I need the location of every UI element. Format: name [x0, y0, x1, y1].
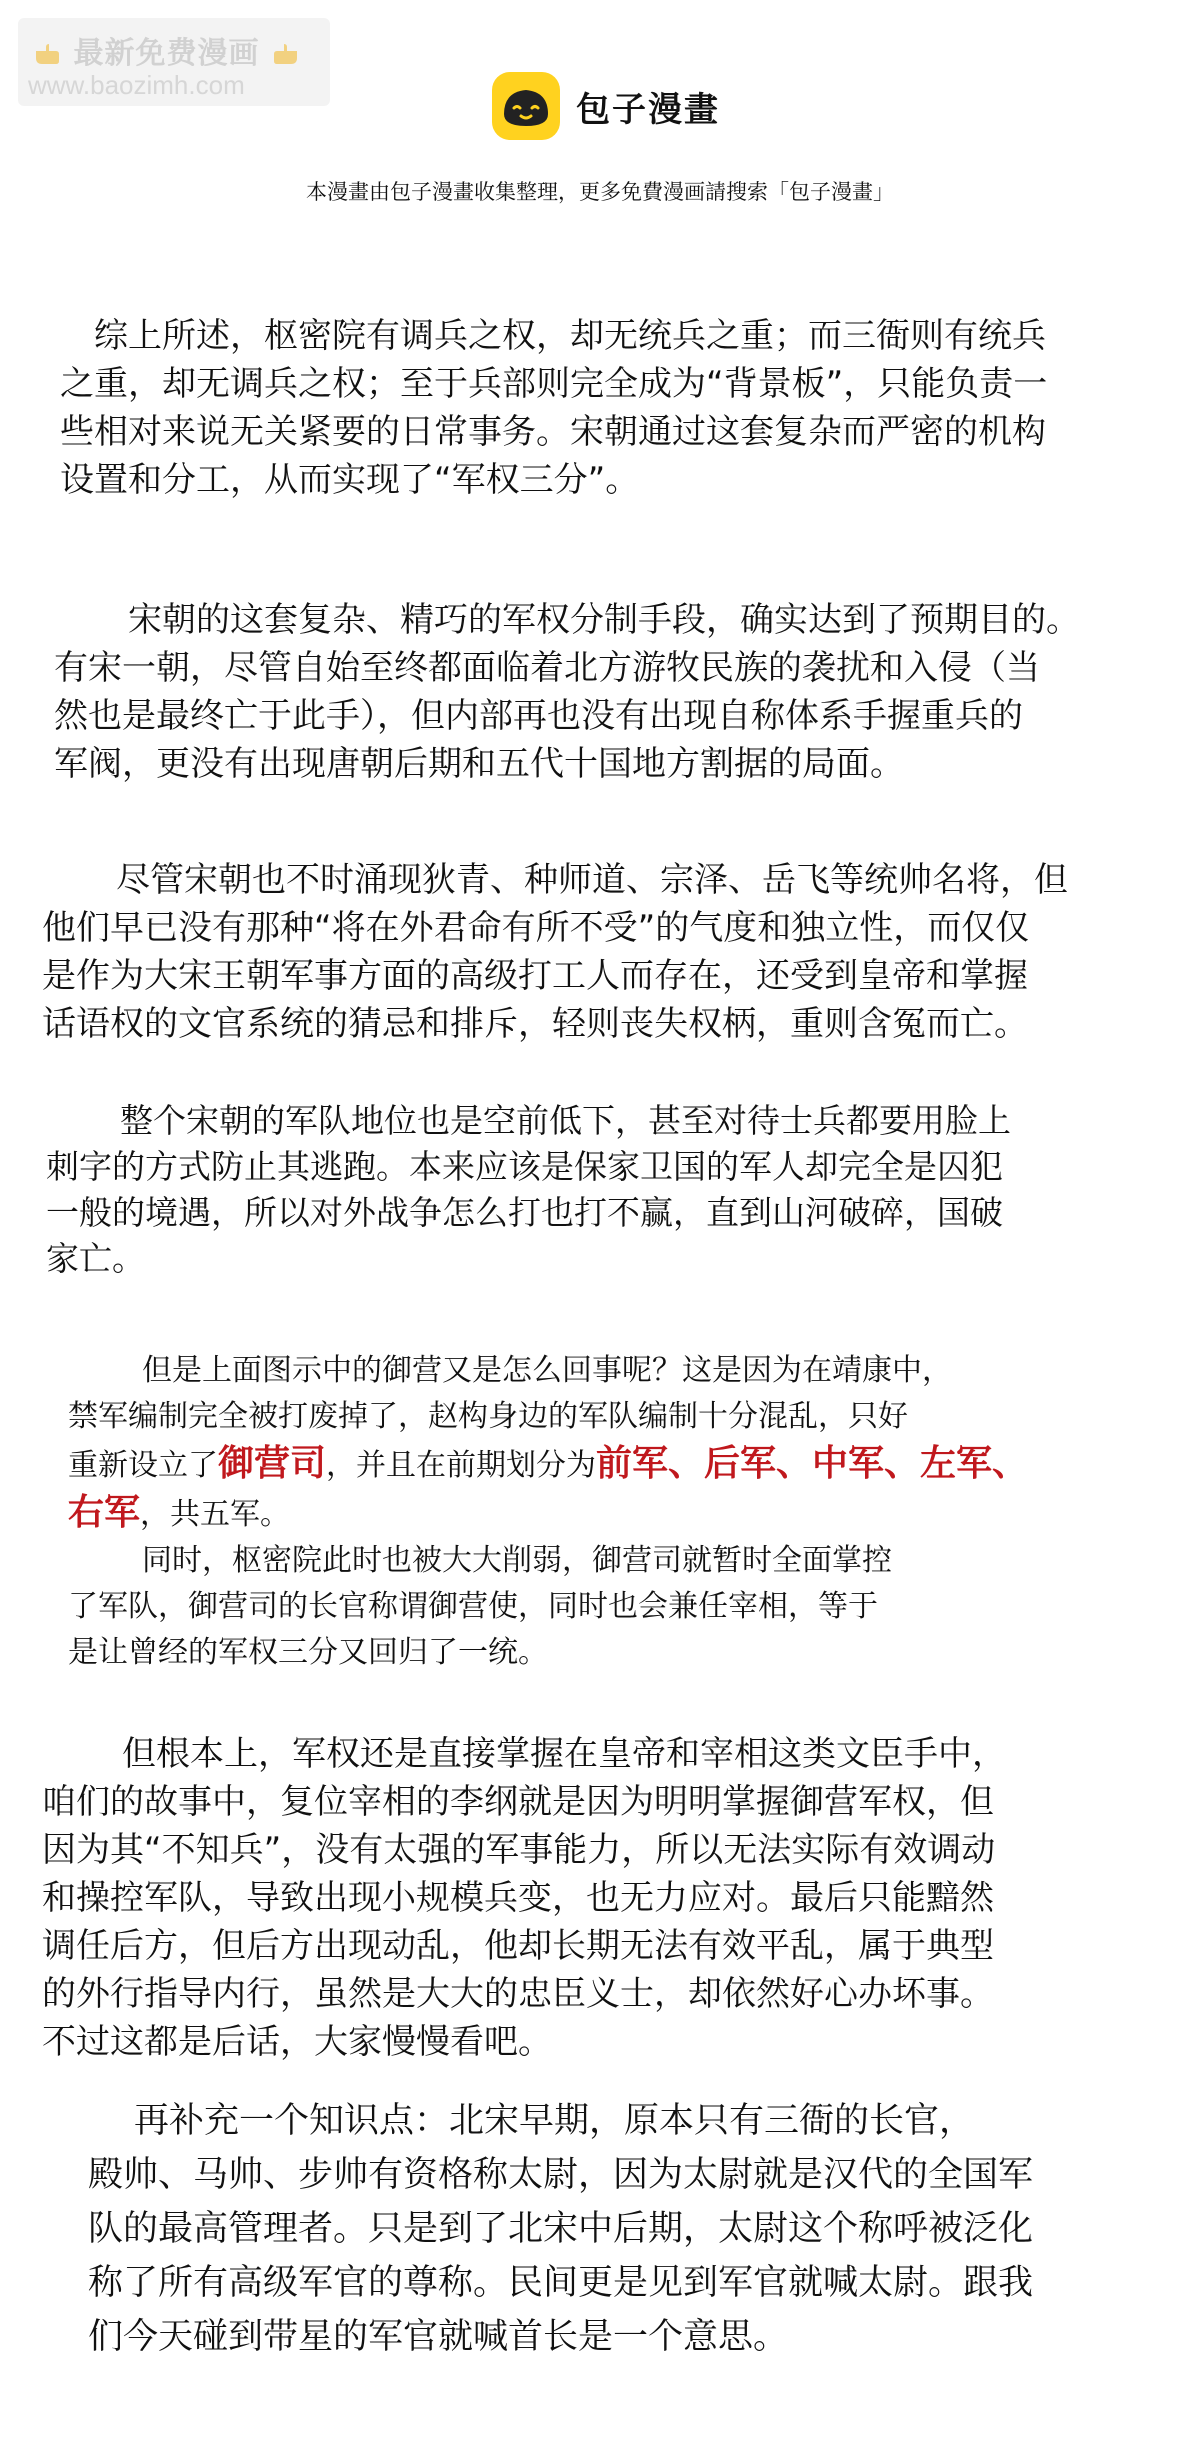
pointing-hand-icon [271, 37, 301, 67]
paragraph-2 [54, 596, 1080, 788]
brand-name: 包子漫畫 [576, 90, 720, 130]
paragraph-line: 家亡。 [46, 1239, 145, 1278]
highlight-term: 右军 [68, 1491, 141, 1533]
paragraph-3 [42, 856, 1068, 1048]
paragraph-line: 调任后方，但后方出现动乱，他却长期无法有效平乱，属于典型 [42, 1926, 994, 1966]
watermark-url: www.baozimh.com [28, 70, 245, 100]
paragraph-line: 但根本上，军权还是直接掌握在皇帝和宰相这类文臣手中， [122, 1734, 1006, 1774]
paragraph-line: 但是上面图示中的御营又是怎么回事呢？这是因为在靖康中， [142, 1353, 952, 1388]
paragraph-6 [42, 1730, 1006, 2066]
paragraph-line: 尽管宋朝也不时涌现狄青、种师道、宗泽、岳飞等统帅名将，但 [116, 860, 1068, 900]
paragraph-line: 然也是最终亡于此手），但内部再也没有出现自称体系手握重兵的 [54, 696, 1023, 736]
paragraph-line: 宋朝的这套复杂、精巧的军权分制手段，确实达到了预期目的。 [128, 600, 1080, 640]
pointing-hand-icon [32, 37, 62, 67]
paragraph-line: 是让曾经的军权三分又回归了一统。 [68, 1635, 548, 1670]
paragraph-line: 们今天碰到带星的军官就喊首长是一个意思。 [88, 2317, 789, 2357]
baozi-bun-icon [490, 70, 562, 142]
paragraph-line: 再补充一个知识点：北宋早期，原本只有三衙的长官， [134, 2101, 975, 2141]
source-notice: 本漫畫由包子漫畫收集整理，更多免費漫画請搜索「包子漫畫」 [306, 180, 894, 204]
paragraph-line: 军阀，更没有出现唐朝后期和五代十国地方割据的局面。 [54, 744, 904, 784]
paragraph-line: 有宋一朝，尽管自始至终都面临着北方游牧民族的袭扰和入侵（当 [54, 648, 1040, 688]
watermark-badge [18, 18, 330, 106]
paragraph-line: 因为其“不知兵”，没有太强的军事能力，所以无法实际有效调动 [42, 1830, 996, 1870]
paragraph-line: 综上所述，枢密院有调兵之权，却无统兵之重；而三衙则有统兵 [94, 316, 1046, 356]
paragraph-line: 殿帅、马帅、步帅有资格称太尉，因为太尉就是汉代的全国军 [88, 2155, 1034, 2195]
paragraph-line: 刺字的方式防止其逃跑。本来应该是保家卫国的军人却完全是囚犯 [46, 1147, 1003, 1186]
paragraph-line-highlight [68, 1489, 1028, 1538]
paragraph-line: 些相对来说无关紧要的日常事务。宋朝通过这套复杂而严密的机构 [60, 412, 1046, 452]
paragraph-line: 和操控军队，导致出现小规模兵变，也无力应对。最后只能黯然 [42, 1878, 994, 1918]
paragraph-1 [60, 312, 1047, 504]
paragraph-line: 了军队，御营司的长官称谓御营使，同时也会兼任宰相，等于 [68, 1589, 878, 1624]
paragraph-line: 队的最高管理者。只是到了北宋中后期，太尉这个称呼被泛化 [88, 2209, 1034, 2249]
paragraph-7 [88, 2094, 1033, 2364]
paragraph-line: 是作为大宋王朝军事方面的高级打工人而存在，还受到皇帝和掌握 [42, 956, 1028, 996]
paragraph-line: 的外行指导内行，虽然是大大的忠臣义士，却依然好心办坏事。 [42, 1974, 994, 2014]
paragraph-line: 不过这都是后话，大家慢慢看吧。 [42, 2022, 552, 2062]
paragraph-line: 一般的境遇，所以对外战争怎么打也打不赢，直到山河破碎，国破 [46, 1193, 1003, 1232]
highlight-term: 前军、后军、中军、左军、 [596, 1442, 1029, 1484]
paragraph-line: 设置和分工，从而实现了“军权三分”。 [60, 460, 640, 500]
paragraph-line: 话语权的文官系统的猜忌和排斥，轻则丧失权柄，重则含冤而亡。 [42, 1004, 1028, 1044]
paragraph-5 [68, 1348, 1028, 1676]
paragraph-line: 禁军编制完全被打废掉了，赵构身边的军队编制十分混乱，只好 [68, 1399, 908, 1434]
text-segment: 重新设立了 [68, 1448, 218, 1483]
text-segment: ，共五军。 [140, 1497, 291, 1532]
paragraph-line: 之重，却无调兵之权；至于兵部则完全成为“背景板”，只能负责一 [60, 364, 1048, 404]
text-segment: ，并且在前期划分为 [326, 1448, 597, 1483]
highlight-term: 御营司 [218, 1442, 327, 1484]
paragraph-line: 咱们的故事中，复位宰相的李纲就是因为明明掌握御营军权，但 [42, 1782, 994, 1822]
watermark-title: 最新免费漫画 [32, 28, 301, 72]
paragraph-line: 同时，枢密院此时也被大大削弱，御营司就暂时全面掌控 [142, 1543, 892, 1578]
paragraph-4 [46, 1098, 1011, 1282]
paragraph-line: 称了所有高级军官的尊称。民间更是见到军官就喊太尉。跟我 [88, 2263, 1034, 2303]
paragraph-line: 整个宋朝的军队地位也是空前低下，甚至对待士兵都要用脸上 [120, 1101, 1011, 1140]
paragraph-line: 他们早已没有那种“将在外君命有所不受”的气度和独立性，而仅仅 [42, 908, 1030, 948]
paragraph-line-highlight [68, 1440, 1028, 1489]
